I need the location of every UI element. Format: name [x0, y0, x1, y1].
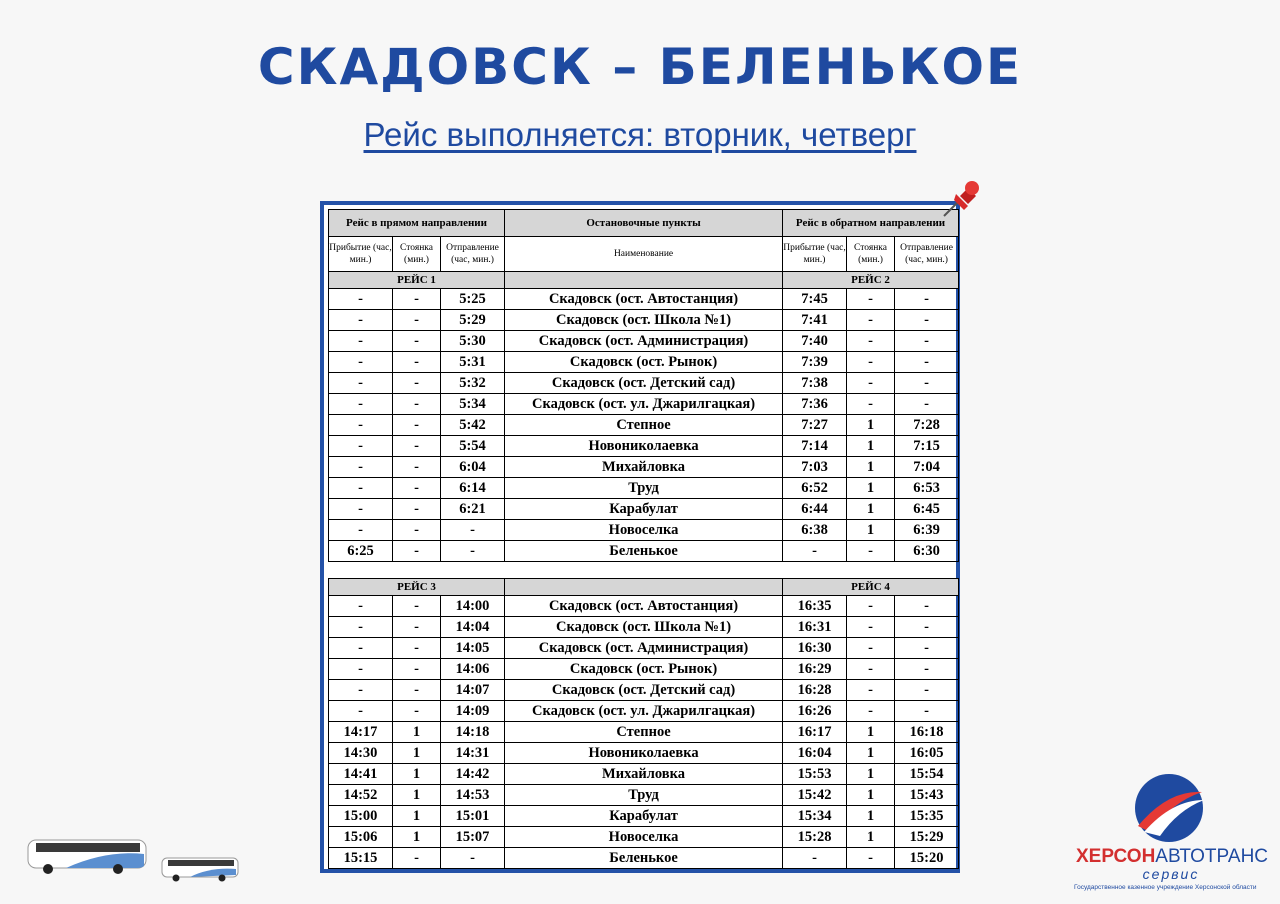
departure-cell: - — [895, 659, 959, 680]
stop-name-cell: Скадовск (ост. Автостанция) — [505, 289, 783, 310]
stop-cell: - — [393, 436, 441, 457]
arrival-cell: 7:39 — [783, 352, 847, 373]
departure-cell: - — [895, 701, 959, 722]
stop-cell: - — [847, 848, 895, 869]
spacer-cell — [329, 562, 959, 579]
arrival-cell: - — [329, 436, 393, 457]
stop-cell: 1 — [847, 499, 895, 520]
table-row — [329, 722, 959, 743]
departure-cell: 16:05 — [895, 743, 959, 764]
stop-cell: - — [847, 596, 895, 617]
stop-name-cell: Карабулат — [505, 806, 783, 827]
departure-cell: - — [895, 638, 959, 659]
arrival-cell: - — [783, 848, 847, 869]
table-row — [329, 764, 959, 785]
stop-cell: - — [393, 596, 441, 617]
run-header-row — [329, 272, 959, 289]
stop-cell: - — [393, 289, 441, 310]
stop-cell: - — [847, 680, 895, 701]
stop-name-cell: Скадовск (ост. Детский сад) — [505, 680, 783, 701]
departure-cell: 6:53 — [895, 478, 959, 499]
arrival-col-header: Прибытие (час, мин.) — [329, 237, 393, 272]
table-row — [329, 596, 959, 617]
stop-cell: - — [393, 499, 441, 520]
stop-cell: 1 — [847, 415, 895, 436]
table-row — [329, 457, 959, 478]
departure-cell: 6:39 — [895, 520, 959, 541]
table-row — [329, 617, 959, 638]
run-spacer — [329, 562, 959, 579]
page-title: СКАДОВСК – БЕЛЕНЬКОЕ — [257, 38, 1023, 96]
departure-cell: - — [895, 617, 959, 638]
table-row — [329, 520, 959, 541]
schedule-sheet — [320, 201, 960, 873]
arrival-cell: - — [329, 659, 393, 680]
stop-name-cell: Скадовск (ост. Школа №1) — [505, 310, 783, 331]
logo-name-blue: АВТОТРАНС — [1155, 846, 1269, 867]
pushpin-icon — [940, 178, 984, 222]
departure-cell: 14:05 — [441, 638, 505, 659]
stop-cell: - — [393, 415, 441, 436]
stop-cell: 1 — [393, 764, 441, 785]
run-label-forward: РЕЙС 3 — [329, 579, 505, 596]
stop-cell: 1 — [847, 722, 895, 743]
forward-header: Рейс в прямом направлении — [329, 210, 505, 237]
stop-name-cell: Степное — [505, 722, 783, 743]
stop-name-cell: Труд — [505, 478, 783, 499]
stop-name-cell: Скадовск (ост. Администрация) — [505, 331, 783, 352]
departure-cell: - — [895, 331, 959, 352]
stop-cell: 1 — [847, 436, 895, 457]
table-row — [329, 701, 959, 722]
stop-cell: - — [393, 352, 441, 373]
arrival-cell: 6:44 — [783, 499, 847, 520]
arrival-cell: 14:52 — [329, 785, 393, 806]
departure-cell: 5:25 — [441, 289, 505, 310]
departure-cell: 14:53 — [441, 785, 505, 806]
table-row — [329, 310, 959, 331]
stop-name-cell: Скадовск (ост. Рынок) — [505, 352, 783, 373]
stop-col-header: Стоянка (мин.) — [393, 237, 441, 272]
departure-cell: 5:32 — [441, 373, 505, 394]
table-row — [329, 827, 959, 848]
stop-cell: 1 — [393, 827, 441, 848]
arrival-cell: 7:45 — [783, 289, 847, 310]
stop-cell: - — [393, 310, 441, 331]
table-row — [329, 659, 959, 680]
arrival-cell: - — [329, 415, 393, 436]
arrival-cell: - — [329, 394, 393, 415]
stop-name-cell: Скадовск (ост. Автостанция) — [505, 596, 783, 617]
arrival-cell: 16:26 — [783, 701, 847, 722]
arrival-cell: - — [329, 310, 393, 331]
stop-name-cell: Михайловка — [505, 764, 783, 785]
logo-tagline: Государственное казенное учреждение Херсонской области — [1074, 884, 1257, 891]
stop-cell: - — [393, 659, 441, 680]
departure-cell: - — [441, 541, 505, 562]
arrival-cell: - — [329, 352, 393, 373]
stop-cell: 1 — [847, 457, 895, 478]
stop-cell: - — [393, 680, 441, 701]
logo-name-red: ХЕРСОН — [1076, 846, 1156, 867]
arrival-cell: 15:34 — [783, 806, 847, 827]
arrival-cell: 7:41 — [783, 310, 847, 331]
departure-cell: - — [441, 848, 505, 869]
departure-cell: - — [895, 352, 959, 373]
departure-cell: 16:18 — [895, 722, 959, 743]
arrival-cell: 16:31 — [783, 617, 847, 638]
run-label-forward: РЕЙС 1 — [329, 272, 505, 289]
company-logo — [1068, 770, 1274, 894]
departure-cell: 15:43 — [895, 785, 959, 806]
departure-cell: 7:04 — [895, 457, 959, 478]
stop-cell: - — [847, 289, 895, 310]
table-row — [329, 680, 959, 701]
departure-cell: - — [895, 373, 959, 394]
stop-cell: 1 — [393, 743, 441, 764]
table-row — [329, 415, 959, 436]
departure-cell: 6:21 — [441, 499, 505, 520]
arrival-cell: 7:36 — [783, 394, 847, 415]
stop-cell: - — [847, 638, 895, 659]
departure-cell: - — [895, 289, 959, 310]
stop-name-cell: Скадовск (ост. Школа №1) — [505, 617, 783, 638]
departure-cell: 14:04 — [441, 617, 505, 638]
arrival-cell: 16:28 — [783, 680, 847, 701]
departure-col-header: Отправление (час, мин.) — [441, 237, 505, 272]
bus-icon — [160, 855, 240, 883]
departure-cell: 14:06 — [441, 659, 505, 680]
departure-cell: 14:42 — [441, 764, 505, 785]
departure-cell: 6:45 — [895, 499, 959, 520]
table-row — [329, 289, 959, 310]
logo-emblem-icon — [1068, 770, 1274, 846]
stop-cell: 1 — [847, 478, 895, 499]
stop-name-cell: Скадовск (ост. Администрация) — [505, 638, 783, 659]
arrival-cell: 16:04 — [783, 743, 847, 764]
stop-cell: - — [847, 352, 895, 373]
departure-cell: 14:18 — [441, 722, 505, 743]
stop-cell: - — [847, 541, 895, 562]
arrival-cell: 16:29 — [783, 659, 847, 680]
departure-cell: 5:42 — [441, 415, 505, 436]
departure-cell: 14:31 — [441, 743, 505, 764]
departure-cell: - — [895, 394, 959, 415]
arrival-cell: - — [329, 499, 393, 520]
stop-cell: 1 — [847, 743, 895, 764]
arrival-cell: - — [329, 373, 393, 394]
stop-cell: 1 — [847, 520, 895, 541]
arrival-cell: 6:38 — [783, 520, 847, 541]
table-row — [329, 806, 959, 827]
logo-service: сервис — [1142, 866, 1200, 882]
departure-cell: - — [895, 310, 959, 331]
arrival-cell: - — [329, 701, 393, 722]
departure-cell: 15:07 — [441, 827, 505, 848]
arrival-cell: 7:40 — [783, 331, 847, 352]
stop-cell: - — [393, 478, 441, 499]
stop-cell: - — [847, 701, 895, 722]
stop-cell: 1 — [847, 827, 895, 848]
name-col-header: Наименование — [505, 237, 783, 272]
table-row — [329, 352, 959, 373]
departure-cell: - — [895, 596, 959, 617]
stop-cell: - — [393, 331, 441, 352]
schedule-table — [328, 209, 959, 869]
stop-cell: 1 — [393, 785, 441, 806]
stop-name-cell: Михайловка — [505, 457, 783, 478]
arrival-cell: - — [329, 457, 393, 478]
stop-cell: - — [393, 373, 441, 394]
stop-name-cell: Новониколаевка — [505, 436, 783, 457]
stop-cell: - — [393, 541, 441, 562]
arrival-cell: 7:14 — [783, 436, 847, 457]
arrival-cell: 6:25 — [329, 541, 393, 562]
departure-cell: 6:04 — [441, 457, 505, 478]
arrival-cell: 15:53 — [783, 764, 847, 785]
stop-cell: - — [847, 617, 895, 638]
arrival-cell: - — [329, 680, 393, 701]
arrival-cell: - — [329, 596, 393, 617]
run-label-reverse: РЕЙС 2 — [783, 272, 959, 289]
arrival-cell: 7:38 — [783, 373, 847, 394]
departure-cell: 14:07 — [441, 680, 505, 701]
arrival-cell: - — [783, 541, 847, 562]
stop-col-header: Стоянка (мин.) — [847, 237, 895, 272]
arrival-cell: 16:35 — [783, 596, 847, 617]
arrival-cell: 15:42 — [783, 785, 847, 806]
table-row — [329, 743, 959, 764]
arrival-cell: 14:41 — [329, 764, 393, 785]
departure-cell: 15:35 — [895, 806, 959, 827]
arrival-cell: 14:30 — [329, 743, 393, 764]
stop-cell: 1 — [847, 806, 895, 827]
arrival-cell: 7:03 — [783, 457, 847, 478]
stop-name-cell: Беленькое — [505, 848, 783, 869]
arrival-cell: 6:52 — [783, 478, 847, 499]
table-row — [329, 373, 959, 394]
departure-cell: 6:14 — [441, 478, 505, 499]
arrival-cell: 15:06 — [329, 827, 393, 848]
departure-cell: 6:30 — [895, 541, 959, 562]
run-label-blank — [505, 272, 783, 289]
departure-cell: 5:31 — [441, 352, 505, 373]
table-row — [329, 436, 959, 457]
stop-name-cell: Скадовск (ост. ул. Джарилгацкая) — [505, 394, 783, 415]
table-row — [329, 478, 959, 499]
departure-cell: 7:15 — [895, 436, 959, 457]
departure-cell: 15:01 — [441, 806, 505, 827]
run-label-blank — [505, 579, 783, 596]
stop-name-cell: Карабулат — [505, 499, 783, 520]
logo-name — [1076, 846, 1268, 868]
stop-cell: - — [393, 617, 441, 638]
stop-name-cell: Скадовск (ост. Рынок) — [505, 659, 783, 680]
stops-header: Остановочные пункты — [505, 210, 783, 237]
arrival-cell: - — [329, 617, 393, 638]
stop-name-cell: Степное — [505, 415, 783, 436]
table-row — [329, 638, 959, 659]
stop-cell: - — [393, 520, 441, 541]
stop-cell: - — [393, 394, 441, 415]
arrival-col-header: Прибытие (час, мин.) — [783, 237, 847, 272]
departure-cell: 14:09 — [441, 701, 505, 722]
stop-cell: - — [393, 638, 441, 659]
stop-name-cell: Скадовск (ост. ул. Джарилгацкая) — [505, 701, 783, 722]
stop-cell: - — [847, 373, 895, 394]
arrival-cell: 15:28 — [783, 827, 847, 848]
table-row — [329, 541, 959, 562]
departure-cell: 15:20 — [895, 848, 959, 869]
departure-cell: 15:54 — [895, 764, 959, 785]
departure-cell: 5:30 — [441, 331, 505, 352]
stop-name-cell: Беленькое — [505, 541, 783, 562]
stop-cell: 1 — [393, 722, 441, 743]
table-row — [329, 331, 959, 352]
arrival-cell: 15:00 — [329, 806, 393, 827]
run-header-row — [329, 579, 959, 596]
departure-cell: 5:54 — [441, 436, 505, 457]
stop-cell: 1 — [393, 806, 441, 827]
departure-cell: 5:34 — [441, 394, 505, 415]
arrival-cell: 16:30 — [783, 638, 847, 659]
departure-cell: 14:00 — [441, 596, 505, 617]
arrival-cell: 15:15 — [329, 848, 393, 869]
departure-cell: 5:29 — [441, 310, 505, 331]
arrival-cell: - — [329, 331, 393, 352]
schedule-days: Рейс выполняется: вторник, четверг — [363, 116, 917, 153]
departure-col-header: Отправление (час, мин.) — [895, 237, 959, 272]
arrival-cell: - — [329, 638, 393, 659]
table-row — [329, 848, 959, 869]
arrival-cell: - — [329, 520, 393, 541]
run-label-reverse: РЕЙС 4 — [783, 579, 959, 596]
reverse-header: Рейс в обратном направлении — [783, 210, 959, 237]
table-subheader-row — [329, 237, 959, 272]
stop-cell: 1 — [847, 764, 895, 785]
arrival-cell: - — [329, 478, 393, 499]
stop-name-cell: Труд — [505, 785, 783, 806]
departure-cell: 15:29 — [895, 827, 959, 848]
stop-name-cell: Новониколаевка — [505, 743, 783, 764]
departure-cell: - — [895, 680, 959, 701]
table-header-row — [329, 210, 959, 237]
stop-cell: - — [847, 331, 895, 352]
arrival-cell: 16:17 — [783, 722, 847, 743]
stop-cell: - — [393, 457, 441, 478]
stop-name-cell: Новоселка — [505, 827, 783, 848]
table-row — [329, 394, 959, 415]
stop-cell: - — [393, 701, 441, 722]
arrival-cell: 14:17 — [329, 722, 393, 743]
arrival-cell: 7:27 — [783, 415, 847, 436]
stop-cell: - — [393, 848, 441, 869]
stop-cell: 1 — [847, 785, 895, 806]
stop-name-cell: Скадовск (ост. Детский сад) — [505, 373, 783, 394]
stop-name-cell: Новоселка — [505, 520, 783, 541]
stop-cell: - — [847, 394, 895, 415]
bus-icon — [26, 836, 148, 876]
departure-cell: - — [441, 520, 505, 541]
stop-cell: - — [847, 310, 895, 331]
table-row — [329, 785, 959, 806]
departure-cell: 7:28 — [895, 415, 959, 436]
arrival-cell: - — [329, 289, 393, 310]
table-row — [329, 499, 959, 520]
stop-cell: - — [847, 659, 895, 680]
